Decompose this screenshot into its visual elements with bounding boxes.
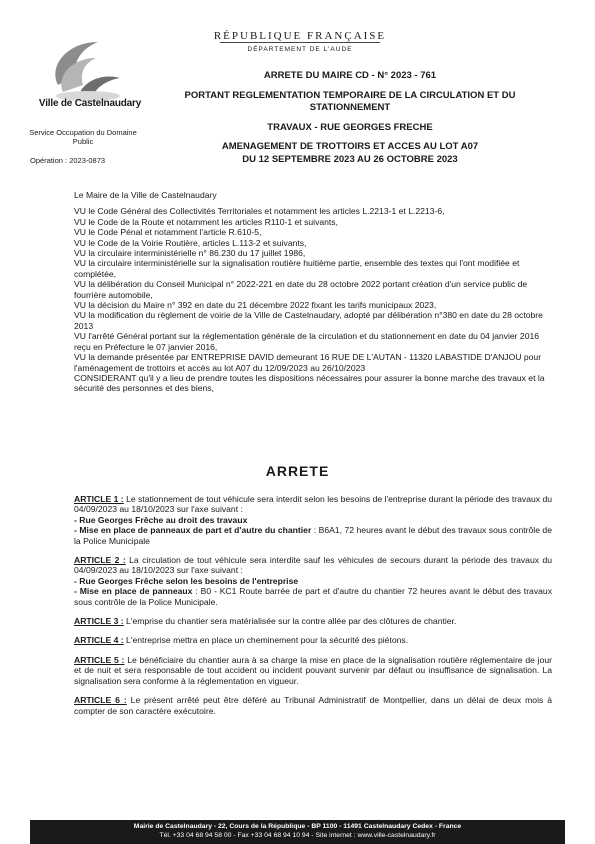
works-description: AMENAGEMENT DE TROTTOIRS ET ACCES AU LOT A07 xyxy=(221,141,479,152)
article-6 xyxy=(74,695,552,716)
article-label: ARTICLE 2 : xyxy=(74,555,126,566)
article-line-rest: : B6A1, 72 heures avant le début des travaux sous contrôle de la Police Municipale xyxy=(74,525,552,546)
preamble-item: CONSIDERANT qu'il y a lieu de prendre toutes les dispositions nécessaires pour assurer la bonne marche des travaux et la sécurité des personnes et des biens, xyxy=(74,372,545,394)
article-label: ARTICLE 5 : xyxy=(74,654,125,665)
preamble-item: VU la circulaire interministérielle n° 86.230 du 17 juillet 1986, xyxy=(74,248,306,259)
article-text: L'emprise du chantier sera matérialisée sur la contre allée par des clôtures de chantier. xyxy=(123,616,457,627)
article-2 xyxy=(74,555,552,607)
departement-label: DÉPARTEMENT DE L'AUDE xyxy=(247,46,353,53)
preamble-item: VU le Code Général des Collectivités Territoriales et notamment les articles L.2213-1 et L.2213-6, xyxy=(74,206,445,217)
preamble xyxy=(74,190,552,394)
article-text: Le bénéficiaire du chantier aura à sa charge la mise en place de la signalisation routière réglementaire de jour et de nuit et sera responsable de tout accident ou incident pouvant survenir par défaut ou insuffisance de signalisation. La signalisation sera conforme à la réglementation en vigueur. xyxy=(74,654,553,686)
article-label: ARTICLE 3 : xyxy=(74,616,124,627)
article-label: ARTICLE 6 : xyxy=(74,695,127,706)
title-block xyxy=(160,70,540,166)
article-5 xyxy=(74,655,552,686)
header-divider xyxy=(220,42,380,43)
article-line-bold: - Mise en place de panneaux de part et d'autre du chantier xyxy=(74,525,312,536)
works-dates: DU 12 SEPTEMBRE 2023 AU 26 OCTOBRE 2023 xyxy=(242,153,458,165)
article-label: ARTICLE 1 : xyxy=(74,494,124,504)
article-line-rest: : B0 - KC1 Route barrée de part et d'autre du chantier 72 heures avant le début des travaux sous contrôle de la Police Municipale. xyxy=(74,586,552,607)
article-3 xyxy=(74,616,552,626)
preamble-item: VU la délibération du Conseil Municipal n° 2022-221 en date du 28 octobre 2022 portant création d'un service public de fourrière automobile, xyxy=(74,279,528,300)
article-label: ARTICLE 4 : xyxy=(74,635,124,646)
decree-number: ARRETE DU MAIRE CD - N° 2023 - 761 xyxy=(263,70,437,81)
article-text: Le présent arrêté peut être déféré au Tribunal Administratif de Montpellier, dans un délai de deux mois à compter de son caractère exécutoire. xyxy=(74,695,552,716)
decree-subject: PORTANT REGLEMENTATION TEMPORAIRE DE LA CIRCULATION ET DU STATIONNEMENT xyxy=(184,89,516,113)
article-text: L'entreprise mettra en place un cheminement pour la sécurité des piétons. xyxy=(123,635,409,646)
preamble-item: VU le Code de la Voirie Routière, articles L.113-2 et suivants, xyxy=(74,237,307,248)
article-line xyxy=(74,525,552,546)
preamble-intro: Le Maire de la Ville de Castelnaudary xyxy=(74,190,217,200)
service-label: Service Occupation du Domaine Public xyxy=(29,128,137,146)
operation-number: Opération : 2023-0873 xyxy=(30,156,106,165)
articles xyxy=(74,494,552,725)
preamble-item: VU la décision du Maire n° 392 en date du 21 décembre 2022 fixant les tarifs municipaux 2023, xyxy=(74,300,437,311)
works-location: TRAVAUX - RUE GEORGES FRECHE xyxy=(267,121,433,133)
preamble-item: VU la circulaire interministérielle sur la signalisation routière huitième partie, ensemble des textes qui l'ont modifiée et complétée, xyxy=(74,258,520,279)
preamble-item: VU le Code Pénal et notamment l'article R.610-5, xyxy=(74,227,262,238)
article-line-bold: - Mise en place de panneaux xyxy=(74,586,193,597)
arrete-heading: ARRETE xyxy=(265,463,330,479)
preamble-item: VU la demande présentée par ENTREPRISE DAVID demeurant 16 RUE DE L'AUTAN - 11320 LABASTIDE D'ANJOU pour l'aménagement de trottoirs et accès au lot A07 du 12/09/2023 au 26/10/2023 xyxy=(74,352,542,373)
preamble-item: VU l'arrêté Général portant sur la réglementation générale de la circulation et du stationnement en date du 04 janvier 2016 reçu en Préfecture le 07 janvier 2016, xyxy=(74,331,540,352)
article-line: - Rue Georges Frêche selon les besoins de l'entreprise xyxy=(74,575,299,586)
article-line xyxy=(74,586,552,607)
preamble-item: VU le Code de la Route et notamment les articles R110-1 et suivants, xyxy=(74,216,338,227)
footer-address: Mairie de Castelnaudary - 22, Cours de la République - BP 1100 - 11491 Castelnaudary Cedex - France xyxy=(133,823,462,830)
republique-label: RÉPUBLIQUE FRANÇAISE xyxy=(213,30,387,42)
article-text: La circulation de tout véhicule sera interdite sauf les véhicules de secours durant la période des travaux du 04/09/2023 au 18/10/2023 sur l'axe suivant : xyxy=(74,555,553,576)
preamble-item: VU la modification du règlement de voirie de la Ville de Castelnaudary, adopté par délibération n°380 en date du 28 octobre 2013 xyxy=(74,310,543,331)
article-text: Le stationnement de tout véhicule sera interdit selon les besoins de l'entreprise durant la période des travaux du 04/09/2023 au 18/10/2023 sur l'axe suivant : xyxy=(74,494,553,515)
article-1 xyxy=(74,494,552,546)
page-footer xyxy=(30,820,565,844)
article-line: - Rue Georges Frêche au droit des travaux xyxy=(74,514,248,525)
footer-contact: Tél. +33 04 68 94 58 00 - Fax +33 04 68 94 10 94 - Site internet : www.ville-castelnaudary.fr xyxy=(159,832,436,839)
city-name: Ville de Castelnaudary xyxy=(38,98,142,109)
article-4 xyxy=(74,635,552,645)
